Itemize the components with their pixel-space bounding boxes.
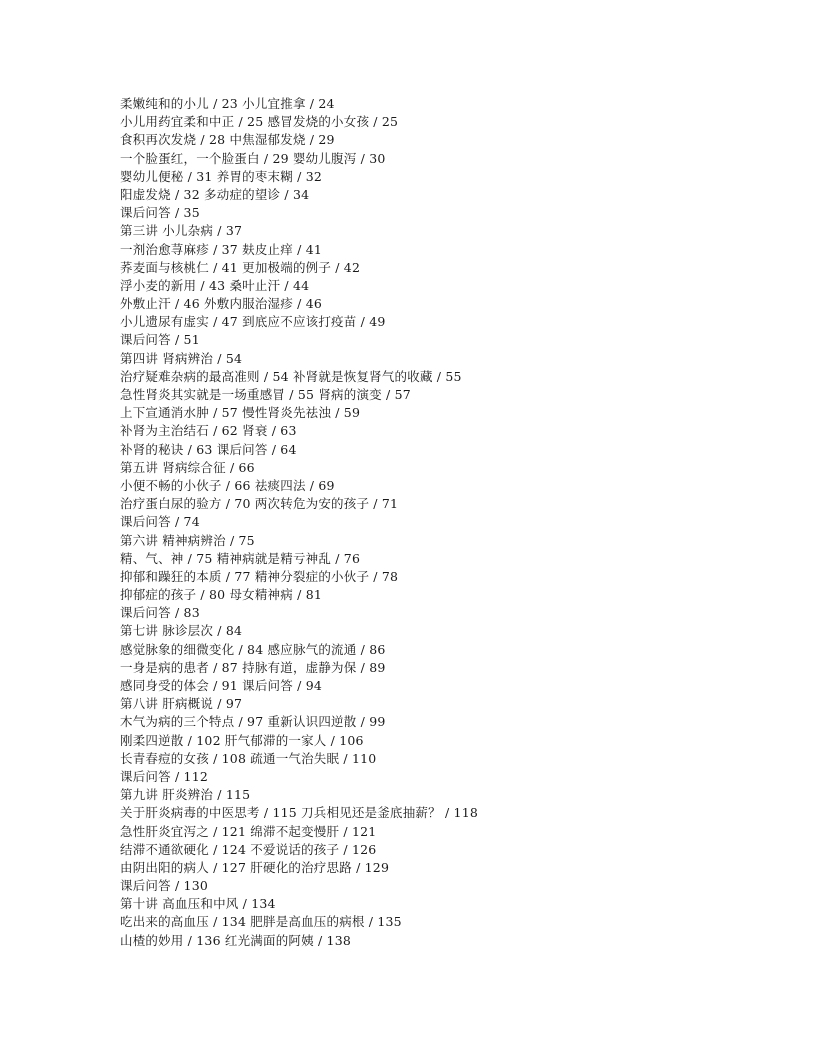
toc-line: 小便不畅的小伙子 / 66 祛痰四法 / 69 [120,477,335,493]
toc-line: 一剂治愈荨麻疹 / 37 麸皮止痒 / 41 [120,241,323,257]
toc-line: 婴幼儿便秘 / 31 养胃的枣末糊 / 32 [120,168,323,184]
toc-line: 长青春痘的女孩 / 108 疏通一气治失眠 / 110 [120,750,377,766]
toc-chapter-heading: 第五讲 肾病综合征 / 66 [120,459,255,475]
toc-line: 课后问答 / 83 [120,605,200,621]
toc-line: 刚柔四逆散 / 102 肝气郁滞的一家人 / 106 [120,732,364,748]
toc-line: 外敷止汗 / 46 外敷内服治湿疹 / 46 [120,296,323,312]
toc-line: 课后问答 / 74 [120,514,200,530]
toc-line: 柔嫩纯和的小儿 / 23 小儿宜推拿 / 24 [120,96,335,111]
toc-line: 课后问答 / 112 [120,768,209,784]
toc-chapter-heading: 第八讲 肝病概说 / 97 [120,696,243,712]
toc-chapter-heading: 第六讲 精神病辨治 / 75 [120,532,255,548]
toc-chapter-heading: 第十讲 高血压和中风 / 134 [120,896,276,912]
toc-line: 浮小麦的新用 / 43 桑叶止汗 / 44 [120,277,310,293]
toc-line: 课后问答 / 51 [120,332,200,348]
toc-line: 课后问答 / 130 [120,878,209,894]
toc-line: 感同身受的体会 / 91 课后问答 / 94 [120,678,323,693]
toc-line: 急性肾炎其实就是一场重感冒 / 55 肾病的演变 / 57 [120,387,411,402]
toc-line: 课后问答 / 35 [120,205,200,221]
toc-chapter-heading: 第七讲 脉诊层次 / 84 [120,623,243,639]
toc-line: 结滞不通欲硬化 / 124 不爱说话的孩子 / 126 [120,841,377,857]
toc-line: 一个脸蛋红，一个脸蛋白 / 29 婴幼儿腹泻 / 30 [120,150,386,166]
toc-line: 荞麦面与核桃仁 / 41 更加极端的例子 / 42 [120,259,361,275]
toc-line: 小儿遗尿有虚实 / 47 到底应不应该打疫苗 / 49 [120,314,386,330]
toc-line: 治疗蛋白尿的验方 / 70 两次转危为安的孩子 / 71 [120,496,399,512]
toc-line: 小儿用药宜柔和中正 / 25 感冒发烧的小女孩 / 25 [120,114,399,130]
table-of-contents [120,95,800,950]
toc-line: 上下宣通消水肿 / 57 慢性肾炎先祛浊 / 59 [120,405,361,421]
toc-line: 由阴出阳的病人 / 127 肝硬化的治疗思路 / 129 [120,859,390,875]
toc-line: 抑郁症的孩子 / 80 母女精神病 / 81 [120,587,323,603]
toc-chapter-heading: 第四讲 肾病辨治 / 54 [120,350,243,366]
toc-line: 抑郁和躁狂的本质 / 77 精神分裂症的小伙子 / 78 [120,568,399,584]
toc-line: 补肾的秘诀 / 63 课后问答 / 64 [120,441,297,457]
toc-line: 一身是病的患者 / 87 持脉有道，虚静为保 / 89 [120,659,386,675]
toc-line: 治疗疑难杂病的最高准则 / 54 补肾就是恢复肾气的收藏 / 55 [120,368,462,384]
toc-line: 精、气、神 / 75 精神病就是精亏神乱 / 76 [120,550,361,566]
toc-line: 阳虚发烧 / 32 多动症的望诊 / 34 [120,186,310,202]
toc-line: 吃出来的高血压 / 134 肥胖是高血压的病根 / 135 [120,914,402,930]
toc-line: 关于肝炎病毒的中医思考 / 115 刀兵相见还是釜底抽薪？ / 118 [120,805,479,821]
toc-line: 木气为病的三个特点 / 97 重新认识四逆散 / 99 [120,714,386,730]
toc-chapter-heading: 第三讲 小儿杂病 / 37 [120,223,243,239]
toc-line: 补肾为主治结石 / 62 肾衰 / 63 [120,423,297,439]
toc-line: 急性肝炎宜泻之 / 121 绵滞不起变慢肝 / 121 [120,823,377,839]
toc-chapter-heading: 第九讲 肝炎辨治 / 115 [120,787,251,803]
toc-line: 山楂的妙用 / 136 红光满面的阿姨 / 138 [120,932,352,948]
toc-line: 食积再次发烧 / 28 中焦湿郁发烧 / 29 [120,132,335,148]
toc-line: 感觉脉象的细微变化 / 84 感应脉气的流通 / 86 [120,641,386,657]
